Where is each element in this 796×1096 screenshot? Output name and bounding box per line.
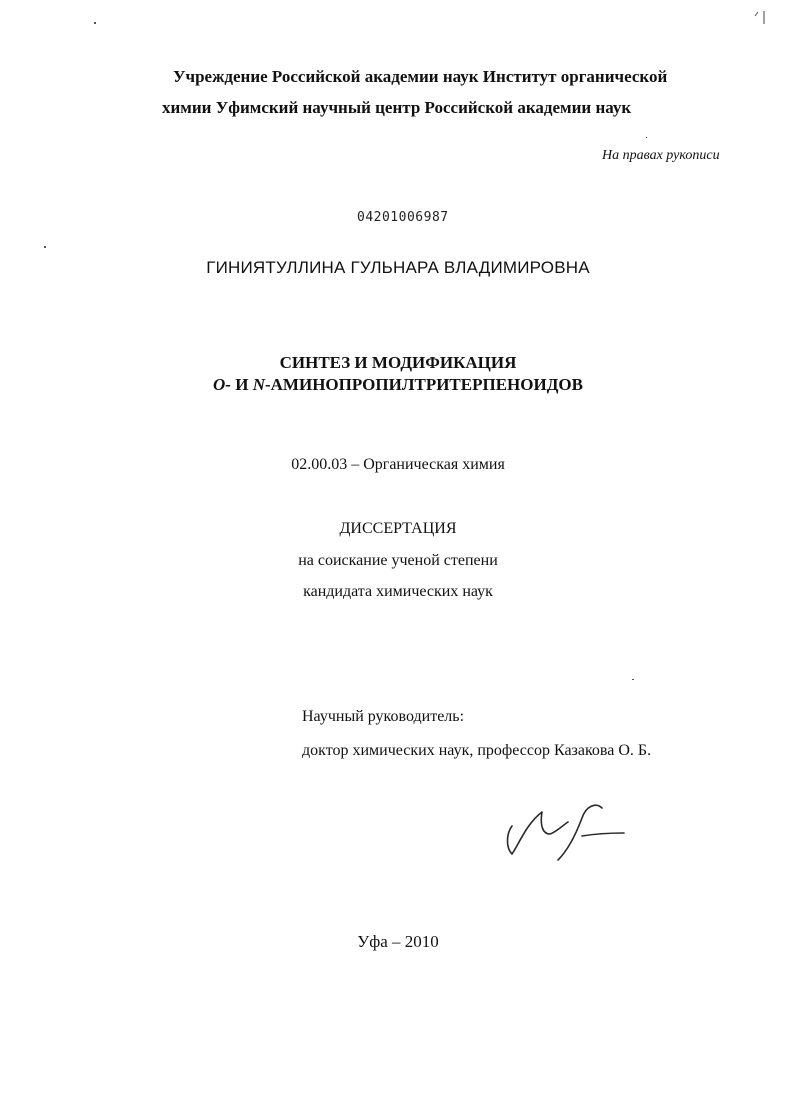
title-prefix-o: О- (213, 375, 231, 394)
title-line-2 (0, 374, 796, 396)
specialty: 02.00.03 – Органическая химия (291, 456, 505, 473)
corner-mark (752, 8, 768, 26)
title-prefix-n: N (252, 375, 265, 394)
title-rest: -АМИНОПРОПИЛТРИТЕРПЕНОИДОВ (264, 375, 583, 394)
rights-note: На правах рукописи (602, 148, 720, 163)
scan-speck (44, 246, 46, 248)
scan-speck (632, 679, 634, 680)
dissertation-title (0, 352, 796, 396)
title-and: И (230, 375, 253, 394)
degree-line-1: на соискание ученой степени (298, 552, 498, 569)
place-year: Уфа – 2010 (357, 932, 439, 951)
author-name: ГИНИЯТУЛЛИНА ГУЛЬНАРА ВЛАДИМИРОВНА (206, 258, 590, 277)
signature (500, 800, 630, 870)
catalogue-code: 04201006987 (357, 210, 449, 225)
document-type: ДИССЕРТАЦИЯ (339, 520, 457, 537)
institution-line-2: химии Уфимский научный центр Российской академии наук (162, 98, 632, 117)
degree-line-2: кандидата химических наук (303, 583, 493, 600)
supervisor-name: доктор химических наук, профессор Казакова О. Б. (302, 742, 652, 759)
scan-speck (646, 137, 647, 138)
supervisor-label: Научный руководитель: (302, 708, 465, 725)
scan-speck (94, 22, 96, 24)
institution-line-1: Учреждение Российской академии наук Институт органической (173, 67, 668, 86)
title-line-1: СИНТЕЗ И МОДИФИКАЦИЯ (279, 353, 517, 372)
